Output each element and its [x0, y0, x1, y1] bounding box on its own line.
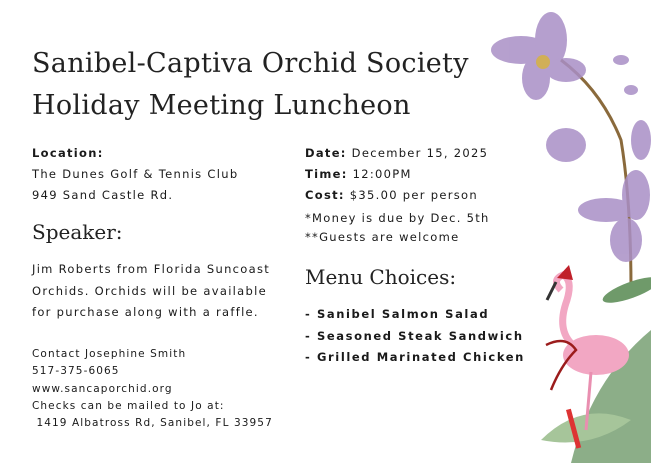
guests-note: **Guests are welcome	[305, 230, 460, 244]
location-venue: The Dunes Golf & Tennis Club	[32, 167, 239, 181]
orchid-flower-icon	[491, 12, 651, 262]
title-line-2: Holiday Meeting Luncheon	[32, 90, 411, 121]
orchid-flamingo-illustration	[481, 0, 651, 463]
contact-name: Contact Josephine Smith	[32, 348, 187, 360]
location-address: 949 Sand Castle Rd.	[32, 188, 174, 202]
menu-item: - Seasoned Steak Sandwich	[305, 329, 524, 343]
location-label: Location:	[32, 146, 104, 160]
contact-website[interactable]: www.sancaporchid.org	[32, 383, 173, 395]
cost-row: Cost: $35.00 per person	[305, 188, 478, 202]
contact-checks: Checks can be mailed to Jo at:	[32, 400, 225, 412]
payment-note: *Money is due by Dec. 5th	[305, 211, 490, 225]
speaker-heading: Speaker:	[32, 220, 123, 244]
title-line-1: Sanibel-Captiva Orchid Society	[32, 48, 469, 79]
date-row: Date: December 15, 2025	[305, 146, 489, 160]
time-row: Time: 12:00PM	[305, 167, 412, 181]
menu-item: - Sanibel Salmon Salad	[305, 307, 490, 321]
speaker-line: Jim Roberts from Florida Suncoast	[32, 262, 271, 276]
contact-phone: 517-375-6065	[32, 365, 120, 377]
speaker-line: for purchase along with a raffle.	[32, 305, 259, 319]
speaker-line: Orchids. Orchids will be available	[32, 284, 267, 298]
contact-mail-address: 1419 Albatross Rd, Sanibel, FL 33957	[32, 417, 273, 429]
menu-item: - Grilled Marinated Chicken	[305, 350, 525, 364]
menu-heading: Menu Choices:	[305, 265, 457, 289]
